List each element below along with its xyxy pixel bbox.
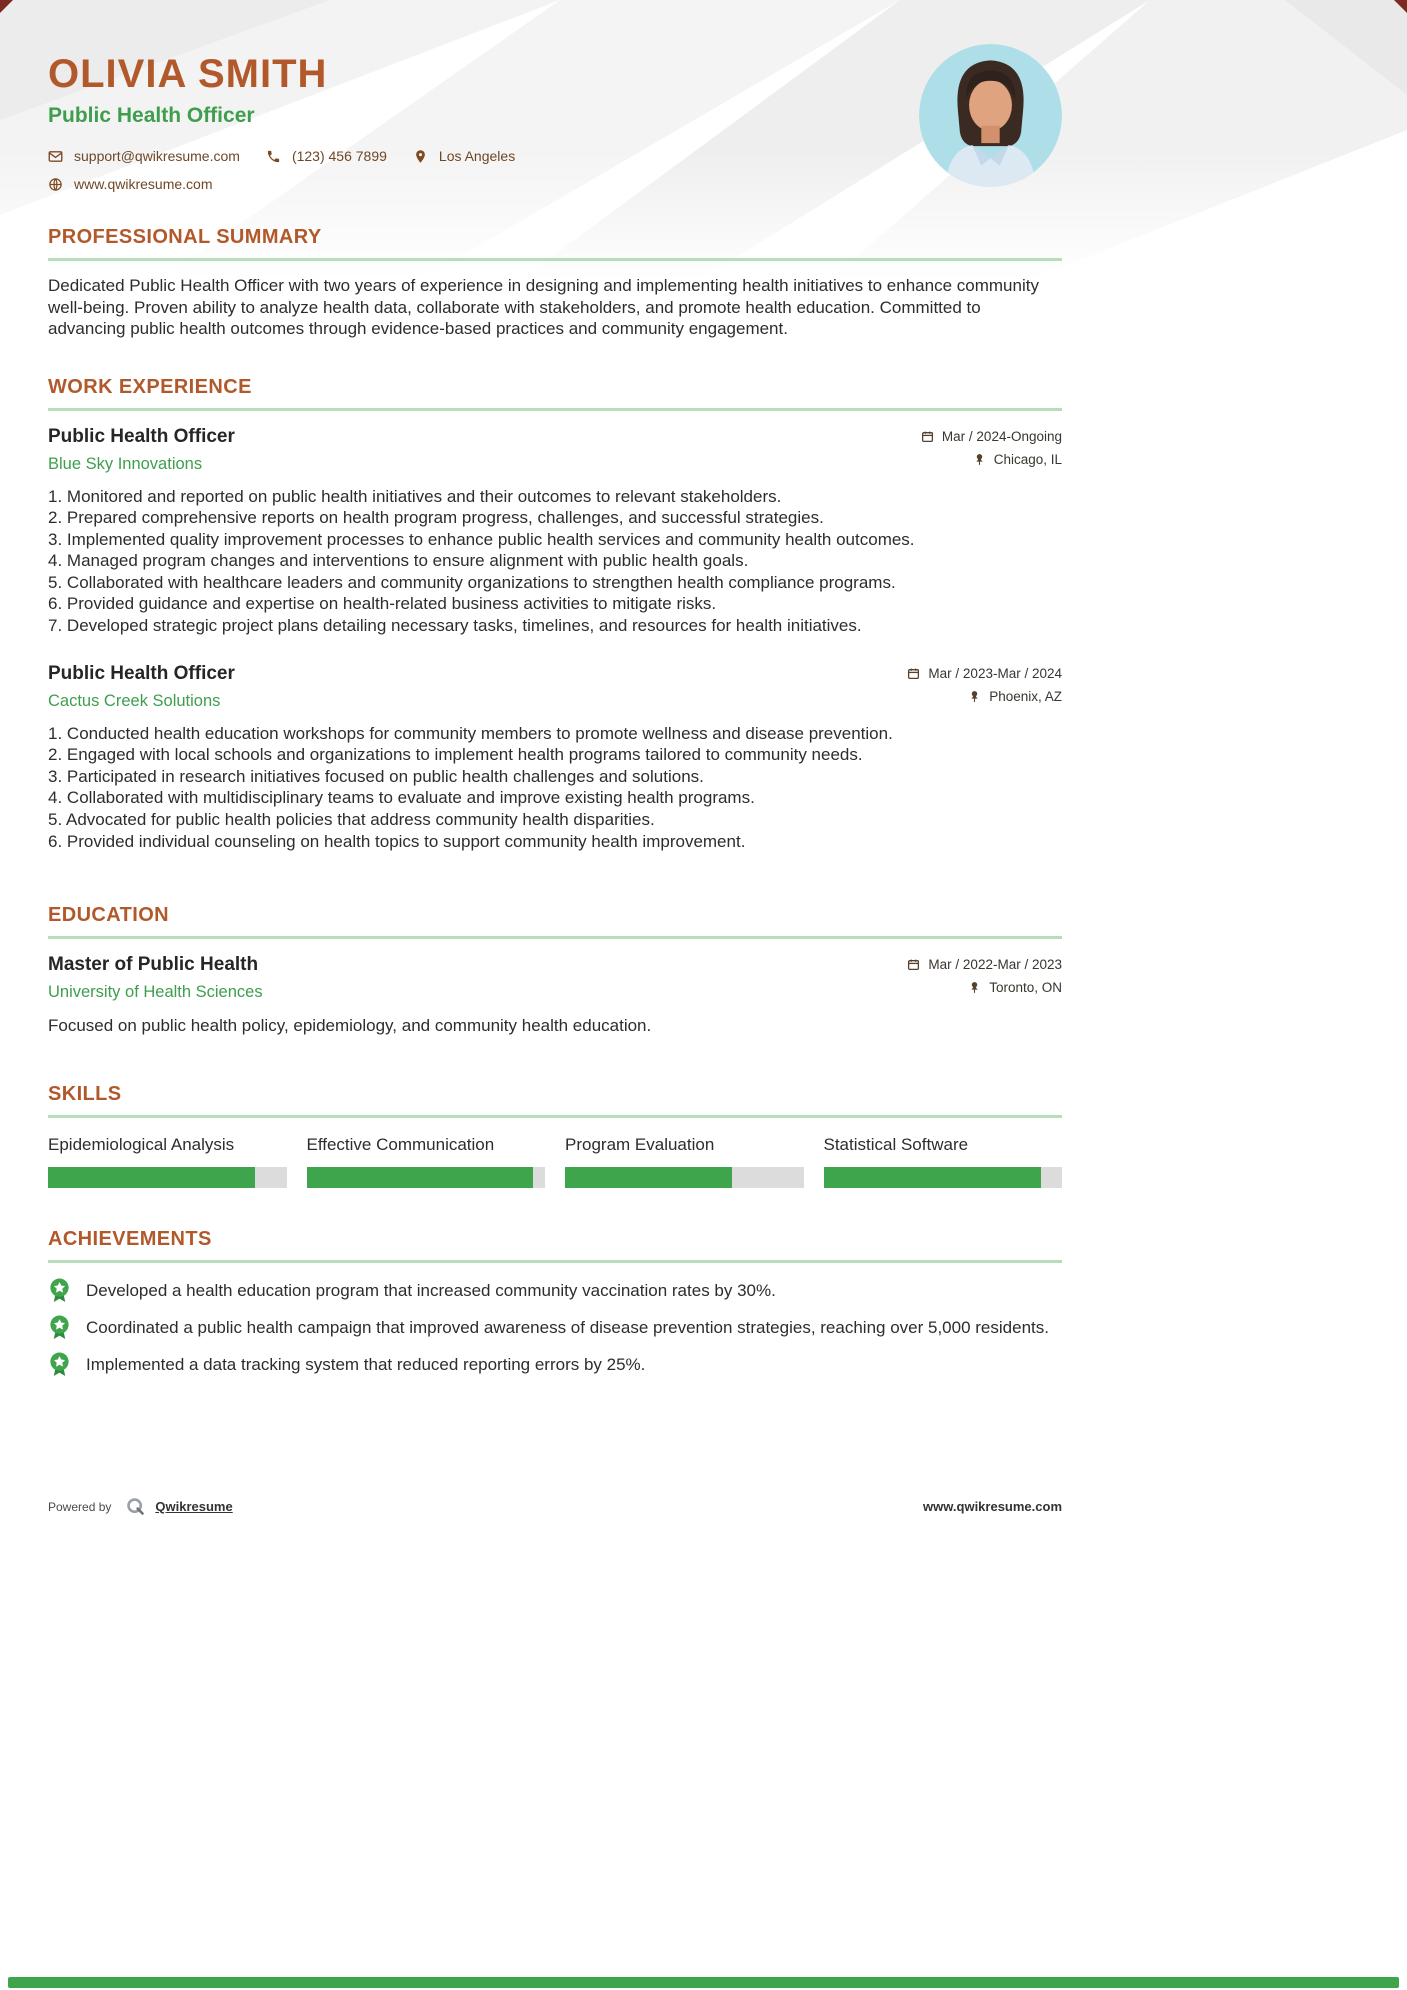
skill-item xyxy=(48,1135,287,1188)
experience-bullet: Engaged with local schools and organizations to implement health programs tailored to community needs. xyxy=(66,745,863,765)
header xyxy=(48,0,1062,218)
experience-bullet: Provided individual counseling on health topics to support community health improvement. xyxy=(66,831,746,851)
pushpin-icon xyxy=(968,981,981,994)
map-pin-icon xyxy=(413,149,428,164)
bottom-accent-bar xyxy=(8,1977,1399,1988)
skills-grid xyxy=(48,1135,1062,1188)
experience-bullet: Implemented quality improvement processes to enhance public health services and community health outcomes. xyxy=(66,529,915,549)
envelope-icon xyxy=(48,149,63,164)
section-divider xyxy=(48,936,1062,939)
skill-item xyxy=(824,1135,1063,1188)
email-text: support@qwikresume.com xyxy=(74,148,240,164)
skill-bar xyxy=(307,1167,546,1188)
section-divider xyxy=(48,408,1062,411)
candidate-name: OLIVIA SMITH xyxy=(48,52,328,96)
job-location xyxy=(968,689,1062,704)
calendar-icon xyxy=(907,667,920,680)
pushpin-icon xyxy=(973,453,986,466)
website-contact xyxy=(48,176,212,192)
achievements-heading: ACHIEVEMENTS xyxy=(48,1227,212,1250)
job-location-text: Chicago, IL xyxy=(993,451,1062,467)
achievement-item xyxy=(48,1354,1062,1377)
experience-bullet: Collaborated with healthcare leaders and community organizations to strengthen health compliance programs. xyxy=(66,572,896,592)
education-entry xyxy=(48,954,1062,1037)
skill-bar xyxy=(48,1167,287,1188)
location-contact xyxy=(413,148,515,164)
skill-name: Statistical Software xyxy=(823,1134,969,1154)
experience-bullet: Collaborated with multidisciplinary teams to evaluate and improve existing health programs. xyxy=(66,788,755,808)
job-dates xyxy=(921,429,1062,444)
skill-name: Epidemiological Analysis xyxy=(48,1134,235,1154)
education-location xyxy=(968,980,1062,995)
summary-heading: PROFESSIONAL SUMMARY xyxy=(48,226,322,248)
job-dates xyxy=(907,666,1062,681)
qwikresume-link[interactable]: Qwikresume xyxy=(155,1499,233,1514)
experience-bullet: Conducted health education workshops for community members to promote wellness and disease prevention. xyxy=(66,723,893,743)
education-dates-text: Mar / 2022-Mar / 2023 xyxy=(928,957,1062,973)
job-title: Public Health Officer xyxy=(48,662,235,684)
job-entry xyxy=(48,426,1062,637)
profile-photo-image xyxy=(919,44,1062,187)
footer xyxy=(48,1496,1062,1517)
email-contact xyxy=(48,148,240,164)
experience-heading: WORK EXPERIENCE xyxy=(48,375,252,398)
job-bullet-list xyxy=(48,486,1062,637)
experience-bullet: Advocated for public health policies that address community health disparities. xyxy=(65,810,655,830)
section-professional-summary xyxy=(48,226,1062,340)
section-divider xyxy=(48,1115,1062,1118)
star-badge-icon xyxy=(48,1352,71,1377)
corner-accent-left xyxy=(0,0,13,13)
achievement-text: Implemented a data tracking system that reduced reporting errors by 25%. xyxy=(86,1354,646,1374)
skill-bar-fill xyxy=(824,1167,1041,1188)
job-bullet-list xyxy=(48,723,1062,853)
job-location xyxy=(973,452,1062,467)
website-text: www.qwikresume.com xyxy=(74,176,213,192)
summary-text: Dedicated Public Health Officer with two years of experience in designing and implementing health initiatives to enhance community well-being. Proven ability to analyze health data, collaborate with stakeholders, and promote health education. Committed to advancing public health outcomes through evidence-based practices and community engagement. xyxy=(48,276,1039,338)
skills-heading: SKILLS xyxy=(48,1082,122,1105)
skill-bar-fill xyxy=(565,1167,732,1188)
skill-bar xyxy=(824,1167,1063,1188)
experience-bullet: Monitored and reported on public health initiatives and their outcomes to relevant stakeholders. xyxy=(66,486,782,506)
achievement-text: Developed a health education program that increased community vaccination rates by 30%. xyxy=(86,1280,776,1300)
job-dates-text: Mar / 2024-Ongoing xyxy=(941,428,1062,444)
achievement-item xyxy=(48,1280,1062,1303)
phone-contact xyxy=(266,148,387,164)
job-company: Blue Sky Innovations xyxy=(48,454,203,473)
section-achievements xyxy=(48,1228,1062,1377)
education-heading: EDUCATION xyxy=(48,904,170,927)
profile-photo xyxy=(919,44,1062,187)
job-entry xyxy=(48,663,1062,853)
section-work-experience xyxy=(48,376,1062,853)
experience-bullet: Prepared comprehensive reports on health program progress, challenges, and successful strategies. xyxy=(66,508,824,528)
achievement-item xyxy=(48,1317,1062,1340)
education-description: Focused on public health policy, epidemiology, and community health education. xyxy=(48,1016,652,1036)
skill-item xyxy=(307,1135,546,1188)
school-name: University of Health Sciences xyxy=(48,983,263,1002)
star-badge-icon xyxy=(48,1278,71,1303)
star-badge-icon xyxy=(48,1315,71,1340)
powered-by-label: Powered by xyxy=(48,1499,112,1514)
skill-bar xyxy=(565,1167,804,1188)
skill-bar-fill xyxy=(48,1167,255,1188)
skill-name: Program Evaluation xyxy=(565,1134,715,1154)
qwikresume-logo xyxy=(125,1496,146,1517)
footer-website: www.qwikresume.com xyxy=(923,1499,1062,1514)
section-divider xyxy=(48,258,1062,261)
section-divider xyxy=(48,1260,1062,1263)
job-title: Public Health Officer xyxy=(48,425,235,447)
phone-icon xyxy=(266,149,281,164)
skill-name: Effective Communication xyxy=(306,1134,495,1154)
job-company: Cactus Creek Solutions xyxy=(48,691,221,710)
education-location-text: Toronto, ON xyxy=(989,980,1062,996)
phone-text: (123) 456 7899 xyxy=(291,148,387,164)
location-text: Los Angeles xyxy=(438,148,516,164)
education-dates xyxy=(907,957,1062,972)
experience-bullet: Participated in research initiatives focused on public health challenges and solutions. xyxy=(66,766,704,786)
experience-bullet: Managed program changes and interventions to ensure alignment with public health goals. xyxy=(66,551,749,571)
degree-title: Master of Public Health xyxy=(48,954,259,976)
contact-info xyxy=(48,148,1062,192)
calendar-icon xyxy=(907,958,920,971)
calendar-icon xyxy=(921,430,934,443)
experience-bullet: Provided guidance and expertise on health-related business activities to mitigate risks. xyxy=(66,594,717,614)
section-education xyxy=(48,904,1062,1037)
skill-bar-fill xyxy=(307,1167,534,1188)
job-dates-text: Mar / 2023-Mar / 2024 xyxy=(928,665,1062,681)
pushpin-icon xyxy=(968,690,981,703)
section-skills xyxy=(48,1083,1062,1188)
experience-bullet: Developed strategic project plans detailing necessary tasks, timelines, and resources for health initiatives. xyxy=(66,616,862,636)
globe-icon xyxy=(48,177,63,192)
skill-item xyxy=(565,1135,804,1188)
achievements-list xyxy=(48,1280,1062,1377)
candidate-title: Public Health Officer xyxy=(48,104,255,127)
job-location-text: Phoenix, AZ xyxy=(989,688,1062,704)
corner-accent-right xyxy=(1394,0,1407,13)
achievement-text: Coordinated a public health campaign that improved awareness of disease prevention strategies, reaching over 5,000 residents. xyxy=(86,1317,1049,1337)
